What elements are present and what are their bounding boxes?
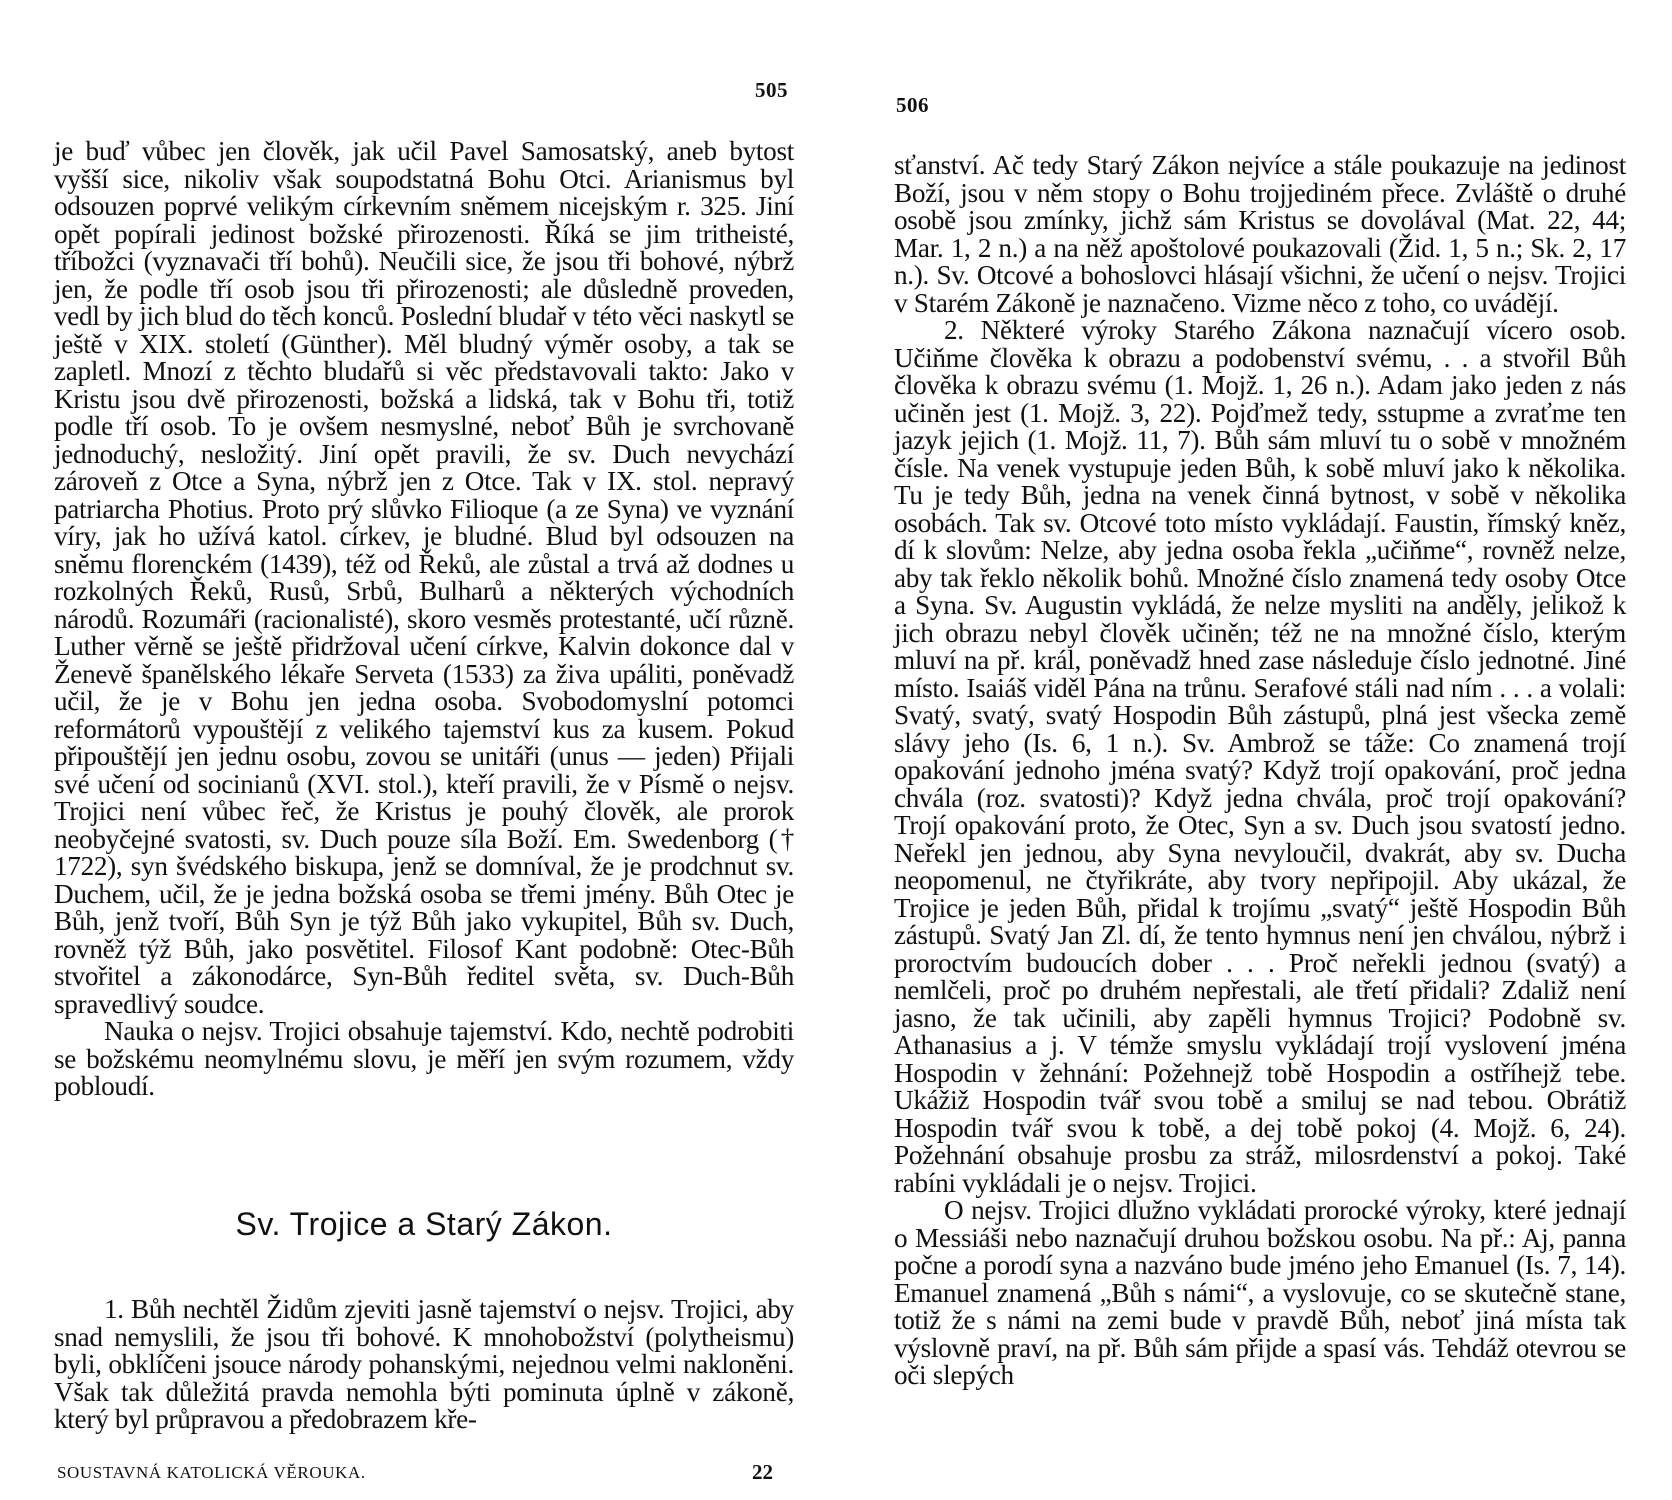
body-text-section xyxy=(54,1296,794,1434)
paragraph: sťanství. Ač tedy Starý Zákon nejvíce a stále poukazuje na jedinost Boží, jsou v něm stopy o Bohu trojjediném přece. Zvláště o druhé osobě jsou zmínky, jichž sám Kristus se dovolával (Mat. 22, 44; Mar. 1, 2 n.) a na něž apoštolové poukazovali (Žid. 1, 5 n.; Sk. 2, 17 n.). Sv. Otcové a bohoslovci hlásají všichni, že učení o nejsv. Trojici v Starém Zákoně je naznačeno. Vizme něco z toho, co uvádějí. xyxy=(894,150,1626,318)
section-heading: Sv. Trojice a Starý Zákon. xyxy=(235,1206,613,1242)
page-number: 505 xyxy=(755,78,788,102)
paragraph: je buď vůbec jen člověk, jak učil Pavel Samosatský, aneb bytost vyšší sice, nikoliv však soupodstatná Bohu Otci. Arianismus byl odsouzen poprvé velikým církevním sněmem nicejským r. 325. Jiní opět popírali jedinost božské přirozenosti. Říká se jim tritheisté, tříbožci (vyznavači tří bohů). Neučili sice, že jsou tři bohové, nýbrž jen, že podle tří osob jsou tři přirozenosti; ale důsledně proveden, vedl by jich blud do těch konců. Poslední bludař v této věci naskytl se ještě v XIX. století (Günther). Měl bludný výměr osoby, a tak se zapletl. Mnozí z těchto bludařů si věc představovali takto: Jako v Kristu jsou dvě přirozenosti, božská a lidská, tak v Bohu tři, totiž podle tří osob. To je ovšem nesmyslné, neboť Bůh je svrchovaně jednoduchý, nesložitý. Jiní opět pravili, že sv. Duch nevychází zároveň z Otce a Syna, nýbrž jen z Otce. Tak v IX. stol. nepravý patriarcha Photius. Proto prý slůvko Filioque (a ze Syna) ve vyznání víry, jak ho užívá katol. církev, je bludné. Blud byl odsouzen na sněmu florenckém (1439), též od Řeků, ale zůstal a trvá až dodnes u rozkolných Řeků, Rusů, Srbů, Bulharů a některých východních národů. Rozumáři (racionalisté), skoro vesměs protestanté, učí různě. Luther věrně se ještě přidržoval učení církve, Kalvin dokonce dal v Ženevě španělského lékaře Serveta (1533) za živa upáliti, poněvadž učil, že je v Bohu jen jedna osoba. Svobodomyslní potomci reformátorů vypouštějí z velikého tajemství kus za kusem. Pokud připouštějí jen jednu osobu, zovou se unitáři (unus — jeden) Přijali své učení od socinianů (XVI. stol.), kteří pravili, že v Písmě o nejsv. Trojici není vůbec řeč, že Kristus je pouhý člověk, ale prorok neobyčejné svatosti, sv. Duch pouze síla Boží. Em. Swedenborg († 1722), syn švédského biskupa, jenž se domníval, že je prodchnut sv. Duchem, učil, že je jedna božská osoba se třemi jmény. Bůh Otec je Bůh, jenž tvoří, Bůh Syn je týž Bůh jako vykupitel, Bůh sv. Duch, rovněž týž Bůh, jako posvětitel. Filosof Kant podobně: Otec-Bůh stvořitel a zákonodárce, Syn-Bůh ředitel světa, sv. Duch-Bůh spravedlivý soudce. xyxy=(54,136,794,1019)
paragraph: 1. Bůh nechtěl Židům zjeviti jasně tajemství o nejsv. Trojici, aby snad nemyslili, že jsou tři bohové. K mnohobožství (polytheismu) byli, obklíčeni jsouce národy pohanskými, nejednou velmi nakloněni. Však tak důležitá pravda nemohla býti pominuta úplně v zákoně, který byl průpravou a předobrazem kře- xyxy=(54,1294,794,1434)
body-text-top xyxy=(54,138,794,1101)
paragraph: 2. Některé výroky Starého Zákona naznačují vícero osob. Učiňme člověka k obrazu a podobenství svému, . . a stvořil Bůh člověka k obrazu svému (1. Mojž. 1, 26 n.). Adam jako jeden z nás učiněn jest (1. Mojž. 3, 22). Pojďmež tedy, sstupme a zvraťme ten jazyk jejich (1. Mojž. 11, 7). Bůh sám mluví tu o sobě v množném čísle. Na venek vystupuje jeden Bůh, k sobě mluví jako k několika. Tu je tedy Bůh, jedna na venek činná bytnost, v sobě v několika osobách. Tak sv. Otcové toto místo vykládají. Faustin, římský kněz, dí k slovům: Nelze, aby jedna osoba řekla „učiňme“, rovněž nelze, aby tak řeklo několik bohů. Množné číslo znamená tedy osoby Otce a Syna. Sv. Augustin vykládá, že nelze mysliti na anděly, jelikož k jich obrazu nebyl člověk učiněn; též ne na množné číslo, kterým mluví na př. král, poněvadž hned zase následuje číslo jednotné. Jiné místo. Isaiáš viděl Pána na trůnu. Serafové stáli nad ním . . . a volali: Svatý, svatý, svatý Hospodin Bůh zástupů, plná jest všecka země slávy jeho (Is. 6, 1 n.). Sv. Ambrož se táže: Co znamená trojí opakování jednoho jména svatý? Když trojí opakování, proč jedna chvála (roz. svatosti)? Když jedna chvála, proč trojí opakování? Trojí opakování proto, že Otec, Syn a sv. Duch jsou svatostí jedno. Neřekl jen jednou, aby Syna nevyloučil, dvakrát, aby sv. Ducha neopomenul, ne čtyřikráte, aby tvory nepřipojil. Aby ukázal, že Trojice je jeden Bůh, přidal k trojímu „svatý“ ještě Hospodin Bůh zástupů. Svatý Jan Zl. dí, že tento hymnus není jen chválou, nýbrž i proroctvím budoucích dober . . . Proč neřekli jednou (svatý) a nemlčeli, proč po druhém nepřestali, ale třetí přidali? Zdaliž není jasno, že tak učinili, aby zapěli hymnus Trojici? Podobně sv. Athanasius a j. V témže smyslu vykládají trojí vyslovení jména Hospodin v žehnání: Požehnejž tobě Hospodin a ostříhejž tebe. Ukážiž Hospodin tvář svou tobě a smiluj se nad tebou. Obrátiž Hospodin tvář svou k tobě, a dej tobě pokoj (4. Mojž. 6, 24). Požehnání obsahuje prosbu za stráž, milosrdenství a pokoj. Také rabíni vykládali je o nejsv. Trojici. xyxy=(894,315,1626,1198)
signature-mark: 22 xyxy=(752,1460,773,1484)
right-page xyxy=(836,0,1672,1500)
body-text xyxy=(894,152,1626,1390)
footer-book-title: SOUSTAVNÁ KATOLICKÁ VĚROUKA. xyxy=(57,1463,366,1482)
page-number: 506 xyxy=(896,93,929,117)
paragraph: O nejsv. Trojici dlužno vykládati prorocké výroky, které jednají o Messiáši nebo naznačují druhou božskou osobu. Na př.: Aj, panna počne a porodí syna a nazváno bude jméno jeho Emanuel (Is. 7, 14). Emanuel znamená „Bůh s námi“, a vyslovuje, co se skutečně stane, totiž že s námi na zemi bude v pravdě Bůh, neboť jiná místa tak výslovně praví, na př. Bůh sám přijde a spasí vás. Tehdáž otevrou se oči slepých xyxy=(894,1195,1626,1390)
paragraph: Nauka o nejsv. Trojici obsahuje tajemství. Kdo, nechtě podrobiti se božskému neomylnému slovu, je měří jen svým rozumem, vždy pobloudí. xyxy=(54,1016,794,1101)
